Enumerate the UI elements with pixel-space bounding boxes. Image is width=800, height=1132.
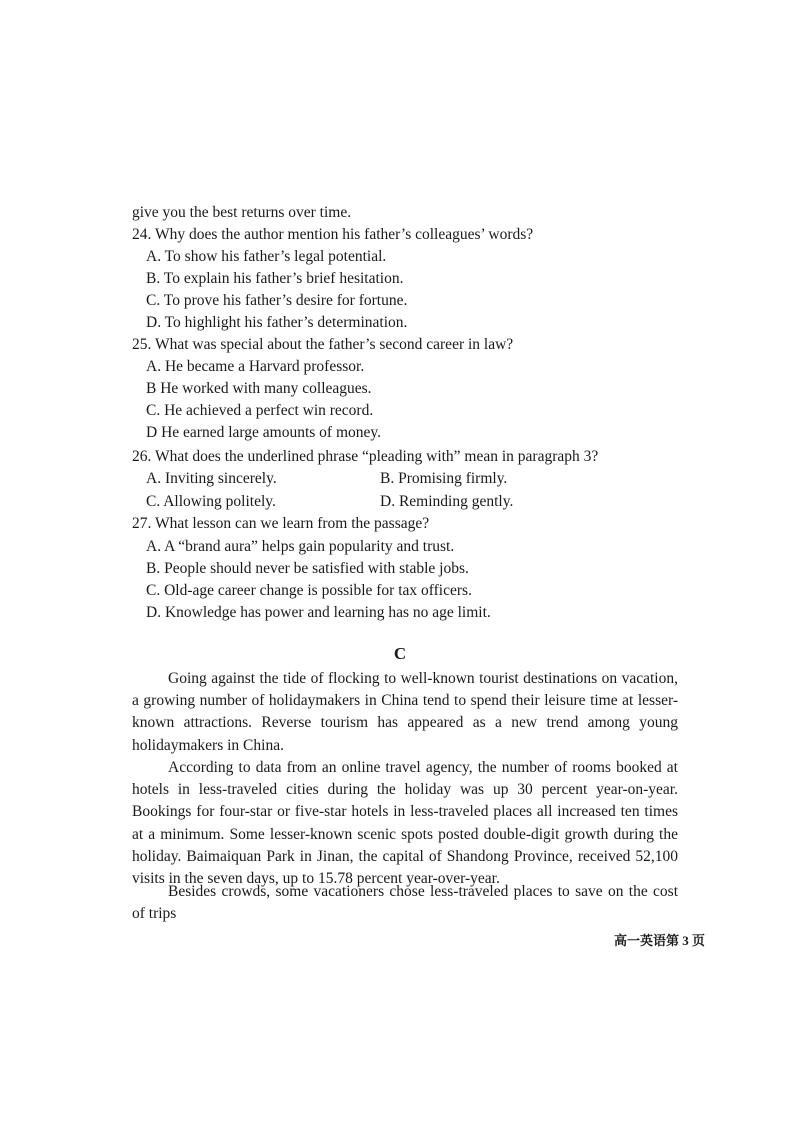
page-footer-label: 高一英语第 3 页 (614, 933, 706, 948)
question-25-option-b: B He worked with many colleagues. (146, 380, 372, 397)
question-26-option-d: D. Reminding gently. (380, 493, 514, 510)
passage-c-paragraph-2: According to data from an online travel agency, the number of rooms booked at hotels in less-traveled cities during the holiday was up 30 percent year-on-year. Bookings for four-star or five-star hotels in less-traveled places all increased ten times at a minimum. Some lesser-known scenic spots posted double-digit growth during the holiday. Baimaiquan Park in Jinan, the capital of Shandong Province, received 52,100 visits in the seven days, up to 15.78 percent year-over-year. (132, 759, 678, 888)
question-25-option-c: C. He achieved a perfect win record. (146, 402, 374, 419)
question-25-stem: 25. What was special about the father’s second career in law? (132, 336, 514, 353)
question-27-option-a: A. A “brand aura” helps gain popularity and trust. (146, 538, 455, 555)
question-27-option-d: D. Knowledge has power and learning has no age limit. (146, 604, 491, 621)
question-26-stem: 26. What does the underlined phrase “pleading with” mean in paragraph 3? (132, 448, 599, 465)
passage-c-title: C (393, 644, 407, 663)
question-24-option-c: C. To prove his father’s desire for fortune. (146, 292, 408, 309)
question-26-option-a: A. Inviting sincerely. (146, 470, 277, 487)
question-27-option-c: C. Old-age career change is possible for tax officers. (146, 582, 472, 599)
question-25-option-a: A. He became a Harvard professor. (146, 358, 365, 375)
question-26-option-c: C. Allowing politely. (146, 493, 276, 510)
question-24-option-b: B. To explain his father’s brief hesitation. (146, 270, 404, 287)
question-24-option-d: D. To highlight his father’s determination. (146, 314, 408, 331)
question-25-option-d: D He earned large amounts of money. (146, 424, 382, 441)
passage-c-paragraph-1: Going against the tide of flocking to well-known tourist destinations on vacation, a growing number of holidaymakers in China tend to spend their leisure time at lesser-known attractions. Reverse tourism has appeared as a new trend among young holidaymakers in China. (132, 670, 678, 754)
question-27-option-b: B. People should never be satisfied with stable jobs. (146, 560, 469, 577)
question-24-stem: 24. Why does the author mention his father’s colleagues’ words? (132, 226, 534, 243)
question-27-stem: 27. What lesson can we learn from the passage? (132, 515, 430, 532)
passage-c-paragraph-3: Besides crowds, some vacationers chose less-traveled places to save on the cost of trips (132, 883, 678, 923)
question-26-option-b: B. Promising firmly. (380, 470, 508, 487)
question-24-option-a: A. To show his father’s legal potential. (146, 248, 387, 265)
passage-b-tail: give you the best returns over time. (132, 204, 352, 221)
